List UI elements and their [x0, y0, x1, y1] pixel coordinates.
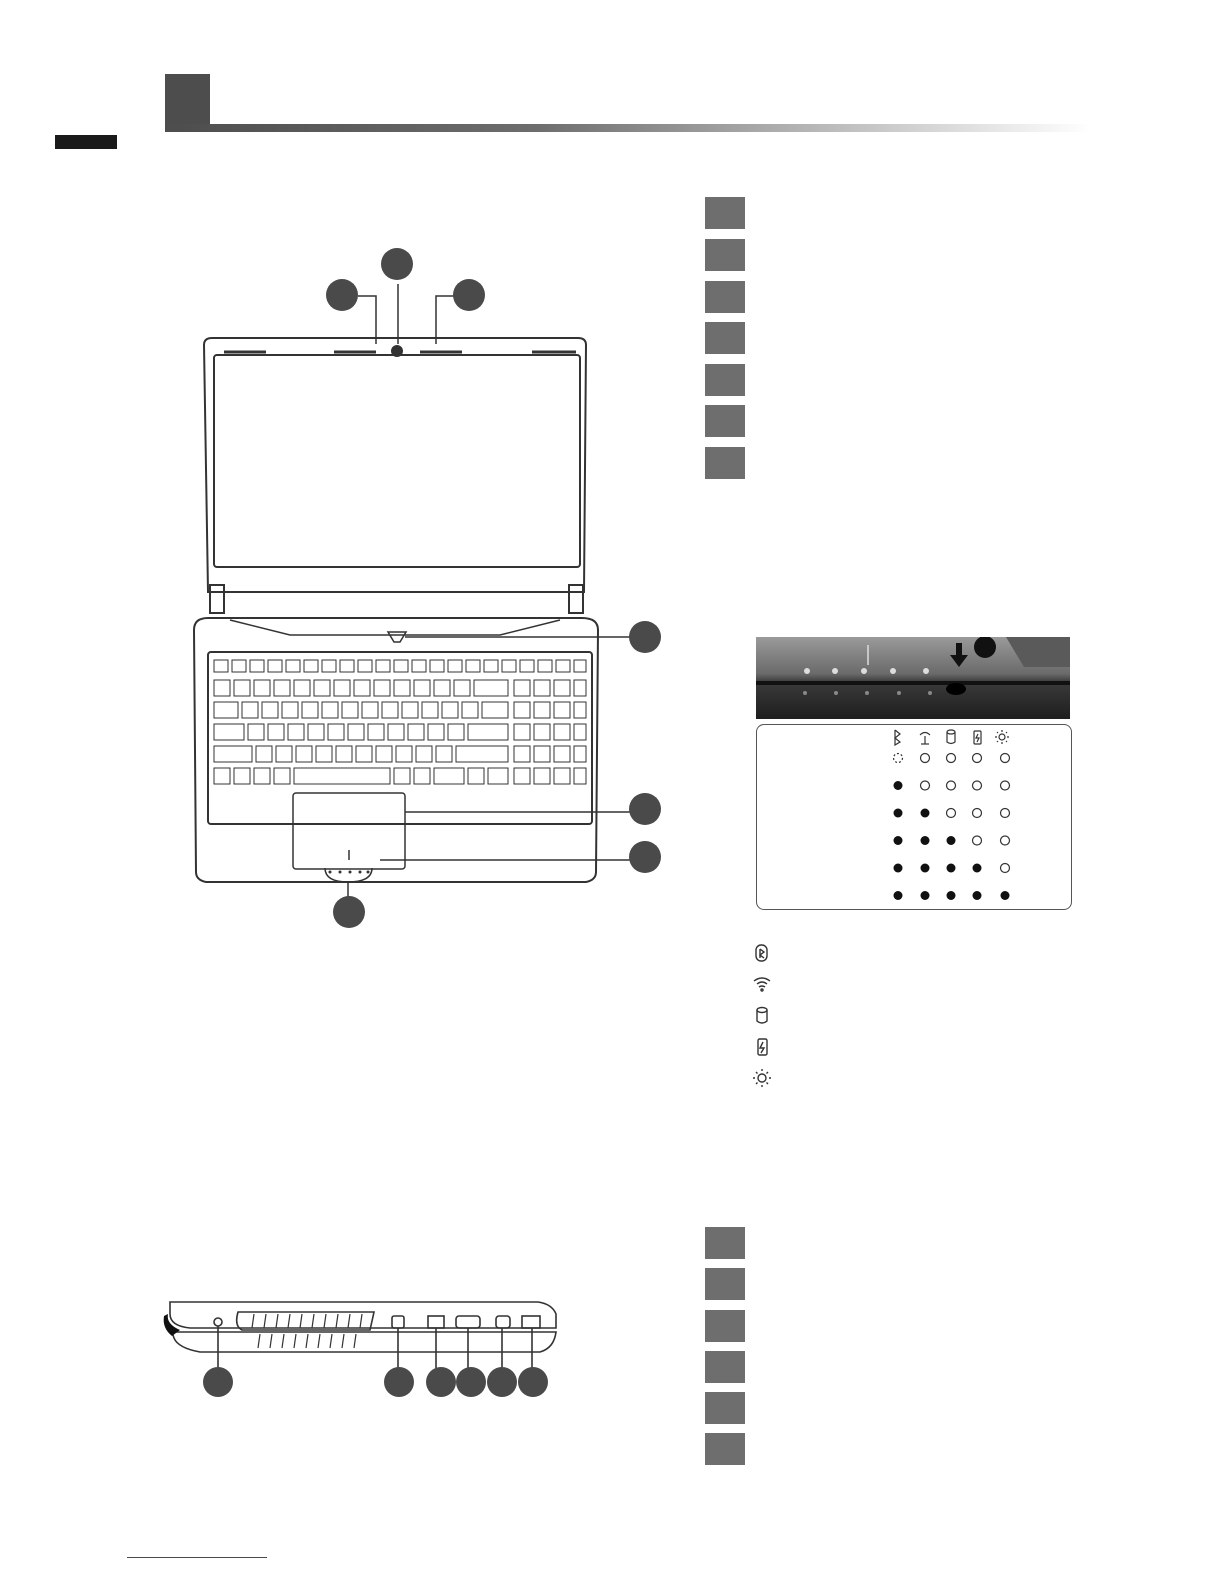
callout-mic-right	[453, 279, 485, 311]
callout-webcam	[381, 248, 413, 280]
legend-box	[705, 1310, 745, 1342]
led-state-off	[1001, 754, 1010, 763]
led-state-on	[894, 781, 903, 790]
legend-box	[705, 1392, 745, 1424]
led-state-off	[921, 754, 930, 763]
legend-box	[705, 322, 745, 354]
chapter-tab	[165, 74, 210, 131]
led-state-on	[894, 864, 903, 873]
led-state-off	[1001, 836, 1010, 845]
language-tab	[55, 135, 117, 149]
callout-usb-port	[518, 1367, 548, 1397]
led-state-on	[894, 836, 903, 845]
callout-touchpad-button	[629, 841, 661, 873]
brightness-icon	[753, 1069, 771, 1087]
legend-box	[705, 239, 745, 271]
led-state-on	[921, 836, 930, 845]
led-state-off	[973, 754, 982, 763]
led-state-off	[1001, 809, 1010, 818]
legend-box	[705, 1433, 745, 1465]
led-indicator-photo	[756, 637, 1070, 719]
led-state-on	[921, 891, 930, 900]
led-state-on	[947, 836, 956, 845]
legend-box	[705, 281, 745, 313]
laptop-top-view-illustration	[180, 240, 680, 940]
callout-led-indicators	[333, 896, 365, 928]
led-state-blink	[894, 754, 903, 763]
led-state-on	[947, 891, 956, 900]
led-state-on	[973, 891, 982, 900]
battery-icon	[974, 731, 981, 744]
callout-power-button	[629, 621, 661, 653]
led-state-on	[1001, 891, 1010, 900]
led-state-off	[947, 809, 956, 818]
led-state-on	[921, 864, 930, 873]
legend-box	[705, 405, 745, 437]
callout-usb-c-port	[487, 1367, 517, 1397]
callout-hdmi-port	[456, 1367, 486, 1397]
led-state-off	[1001, 864, 1010, 873]
footer-link-underline	[127, 1557, 267, 1558]
legend-box	[705, 1227, 745, 1259]
led-state-off	[1001, 781, 1010, 790]
wifi-icon	[920, 733, 930, 745]
led-legend-icons	[750, 942, 774, 1092]
led-state-off	[921, 781, 930, 790]
callout-touchpad	[629, 793, 661, 825]
legend-box	[705, 197, 745, 229]
legend-box	[705, 364, 745, 396]
led-state-on	[894, 891, 903, 900]
led-state-on	[947, 864, 956, 873]
brightness-icon	[995, 730, 1009, 744]
drive-icon	[947, 730, 955, 744]
callout-lan-port	[426, 1367, 456, 1397]
drive-icon	[757, 1008, 767, 1024]
wifi-icon	[754, 978, 770, 991]
bluetooth-icon	[895, 730, 900, 745]
legend-box	[705, 1268, 745, 1300]
led-state-off	[973, 809, 982, 818]
legend-box	[705, 447, 745, 479]
led-state-off	[973, 781, 982, 790]
led-state-on	[973, 864, 982, 873]
led-state-off	[947, 781, 956, 790]
callout-mic-left	[326, 279, 358, 311]
legend-box	[705, 1351, 745, 1383]
header-bar	[165, 124, 1090, 132]
callout-dc-in	[384, 1367, 414, 1397]
bluetooth-icon	[756, 945, 767, 961]
battery-icon	[758, 1039, 767, 1055]
led-state-on	[921, 809, 930, 818]
led-table-header-icons	[886, 728, 1016, 746]
led-state-on	[894, 809, 903, 818]
led-state-off	[973, 836, 982, 845]
led-state-off	[947, 754, 956, 763]
callout-kensington-lock	[203, 1367, 233, 1397]
led-status-grid	[886, 748, 1016, 908]
